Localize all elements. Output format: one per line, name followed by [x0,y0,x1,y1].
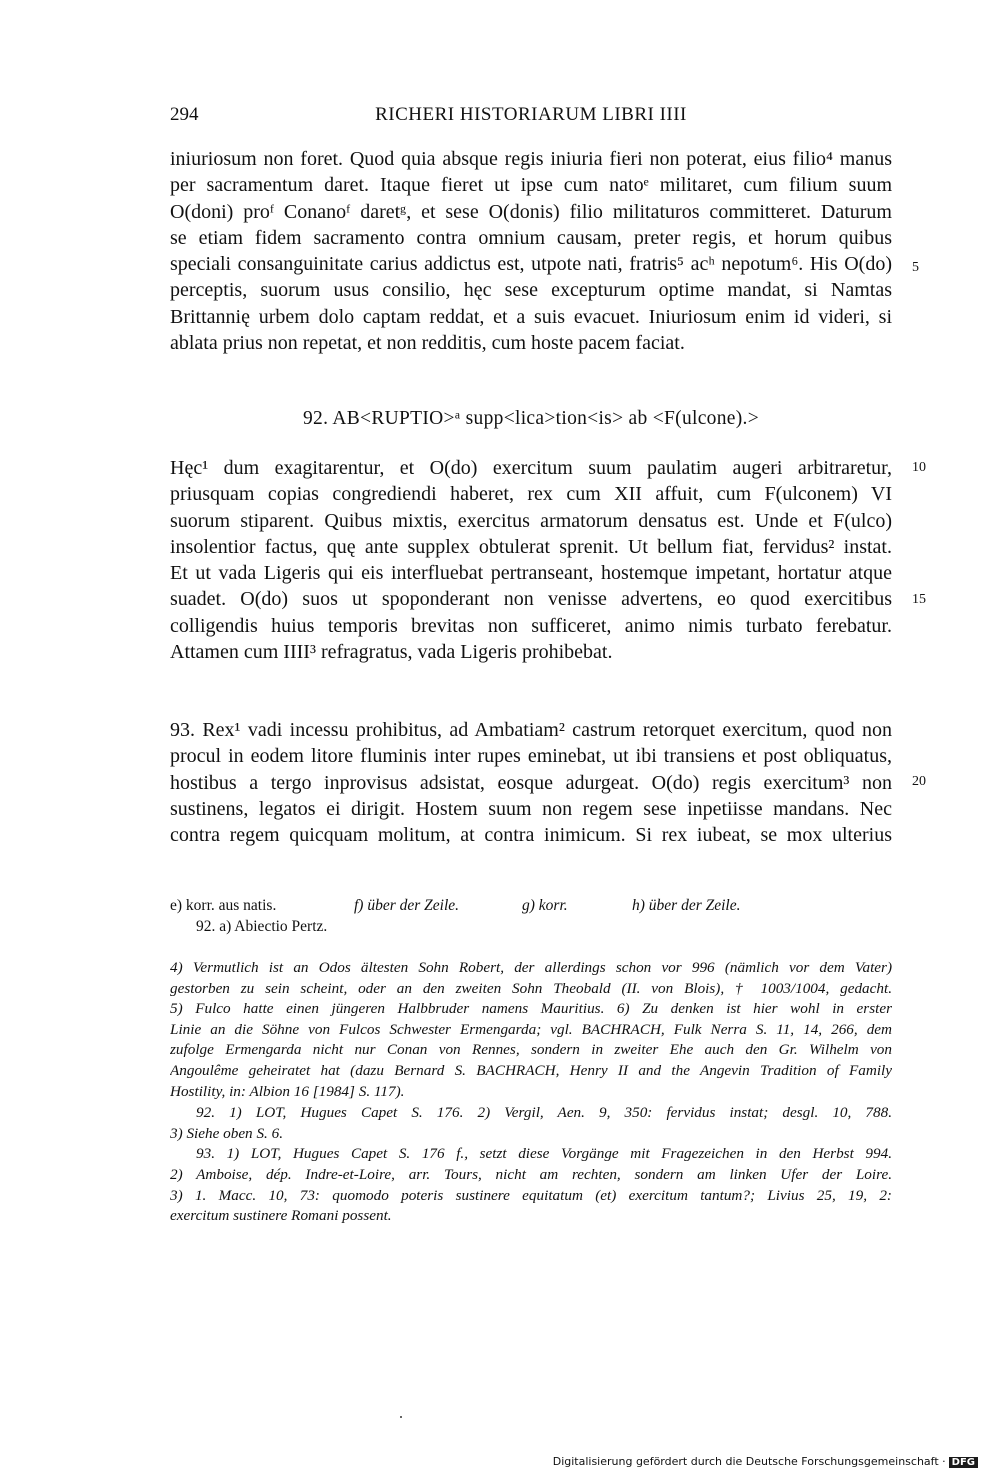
note-line: gestorben zu sein scheint, oder an den zweiten Sohn Theobald (II. von Blois), † 1003/1004, gedacht. [170,979,892,997]
note-line: 4) Vermutlich ist an Odos ältesten Sohn Robert, der allerdings schon vor 996 (nämlich vor dem Vater) [170,959,892,976]
page-header [170,104,892,132]
text-line: insolentior factus, quę ante supplex obtulerat sprenit. Ut bellum fiat, fervidus² instat. [170,535,892,558]
text-line: ablata prius non repetat, et non redditis, cum hoste pacem faciat. [170,332,685,355]
apparatus-note-92a: 92. a) Abiectio Pertz. [196,918,328,935]
note-line: zufolge Ermengarda nicht nur Conan von Rennes, sondern in zweiter Ehe auch den Gr. Wilhelm von [170,1041,892,1059]
note-line: 3) Siehe oben S. 6. [170,1124,284,1142]
main-text-paragraph-2 [170,455,892,665]
text-line: procul in eodem litore fluminis inter rupes eminebat, ut ibi transiens et post obliquatus, [170,745,892,768]
text-line: hostibus a tergo inprovisus adsistat, eosque adurgeat. O(do) regis exercitum³ non [170,771,892,794]
line-number: 20 [912,774,926,789]
text-line: sustinens, legatos ei dirigit. Hostem suum non regem sese inpetiisse mandans. Nec [170,797,892,820]
apparatus-note-e: e) korr. aus natis. [170,897,277,914]
scan-speck [400,1416,402,1418]
text-line: Hęc¹ dum exagitarentur, et O(do) exercitum suum paulatim augeri arbitraretur, [170,457,892,479]
note-line: Linie an die Söhne von Fulcos Schwester Ermengarda; vgl. BACHRACH, Fulk Nerra S. 11, 14, 266, dem [170,1020,892,1038]
page-number: 294 [170,104,199,125]
line-number: 10 [912,460,926,475]
footer-credit: Digitalisierung gefördert durch die Deutsche Forschungsgemeinschaft · DFG [553,1455,978,1468]
commentary-notes [170,958,892,1227]
note-line: 3) 1. Macc. 10, 73: quomodo poteris sustinere equitatum (et) exercitum tantum?; Livius 25, 19, 2: [170,1186,892,1204]
apparatus-note-f: f) über der Zeile. [354,897,460,914]
text-line: 93. Rex¹ vadi incessu prohibitus, ad Ambatiam² castrum retorquet exercitum, quod non [170,719,892,741]
text-line: speciali consanguinitate carius addictus est, utpote nati, fratris⁵ acʰ nepotum⁶. His O(do) [170,253,892,276]
main-text-paragraph-1 [170,146,892,356]
note-line: 92. 1) LOT, Hugues Capet S. 176. 2) Vergil, Aen. 9, 350: fervidus instat; desgl. 10, 788. [196,1104,892,1122]
text-line: Et ut vada Ligeris qui eis interfluebat pertranseant, hostemque impetant, hortatur atque [170,562,892,585]
text-line: iniuriosum non foret. Quod quia absque regis iniuria fieri non poterat, eius filio⁴ manus [170,148,892,170]
note-line: 2) Amboise, dép. Indre-et-Loire, arr. Tours, nicht am rechten, sondern am linken Ufer der Loire. [170,1165,892,1183]
critical-apparatus [170,895,892,937]
note-line: 93. 1) LOT, Hugues Capet S. 176 f., setzt diese Vorgänge mit Fragezeichen in den Herbst 994. [196,1145,892,1163]
line-number: 5 [912,260,919,275]
funding-credit-text: Digitalisierung gefördert durch die Deutsche Forschungsgemeinschaft [552,1455,939,1468]
text-line: colligendis huius temporis brevitas non sufficeret, animo nimis turbato ferebatur. [170,614,892,637]
note-line: Angoulême geheiratet hat (dazu Bernard S. BACHRACH, Henry II and the Angevin Tradition of Family [170,1061,892,1079]
note-line: 5) Fulco hatte einen jüngeren Halbbruder namens Mauritius. 6) Zu denken ist hier wohl in erster [170,1000,892,1018]
text-line: Brittannię urbem dolo captam reddat, et a suis evacuet. Iniuriosum enim id videri, si [170,305,892,328]
main-text-paragraph-3 [170,717,892,848]
text-line: Attamen cum IIII³ refragratus, vada Ligeris prohibebat. [170,641,613,664]
text-line: priusquam copias congrediendi haberet, rex cum XII affuit, cum F(ulconem) VI [170,483,892,506]
apparatus-note-h: h) über der Zeile. [632,897,741,914]
note-line: Hostility, in: Albion 16 [1984] S. 117). [170,1082,405,1100]
text-line: O(doni) proᶠ Conanoᶠ daretᵍ, et sese O(donis) filio militaturos committeret. Daturum [170,200,892,223]
line-number: 15 [912,592,926,607]
text-line: per sacramentum daret. Itaque fieret ut ipse cum natoᵉ militaret, cum filium suum [170,174,892,197]
running-title: RICHERI HISTORIARUM LIBRI IIII [375,104,687,125]
text-line: suorum stiparent. Quibus mixtis, exercitus armatorum densatus est. Unde et F(ulco) [170,509,892,532]
text-line: suadet. O(do) suos ut spoponderant non venisse advertens, eo quod exercitibus [170,588,892,611]
text-line: perceptis, suorum usus consilio, hęc sese excepturum optime mandat, si Namtas [170,279,892,302]
text-line: se etiam fidem sacramento contra omnium causam, preter regis, et horum quibus [170,226,892,249]
apparatus-line [170,895,892,916]
text-line: contra regem quicquam molitum, at contra inimicum. Si rex iubeat, se mox ulterius [170,824,892,847]
apparatus-note-g: g) korr. [522,897,568,914]
note-line: exercitum sustinere Romani possent. [170,1207,392,1225]
dfg-logo: DFG [949,1457,978,1468]
section-92-heading: 92. AB<RUPTIO>ᵃ supp<lica>tion<is> ab <F(ulcone).> [302,408,760,429]
